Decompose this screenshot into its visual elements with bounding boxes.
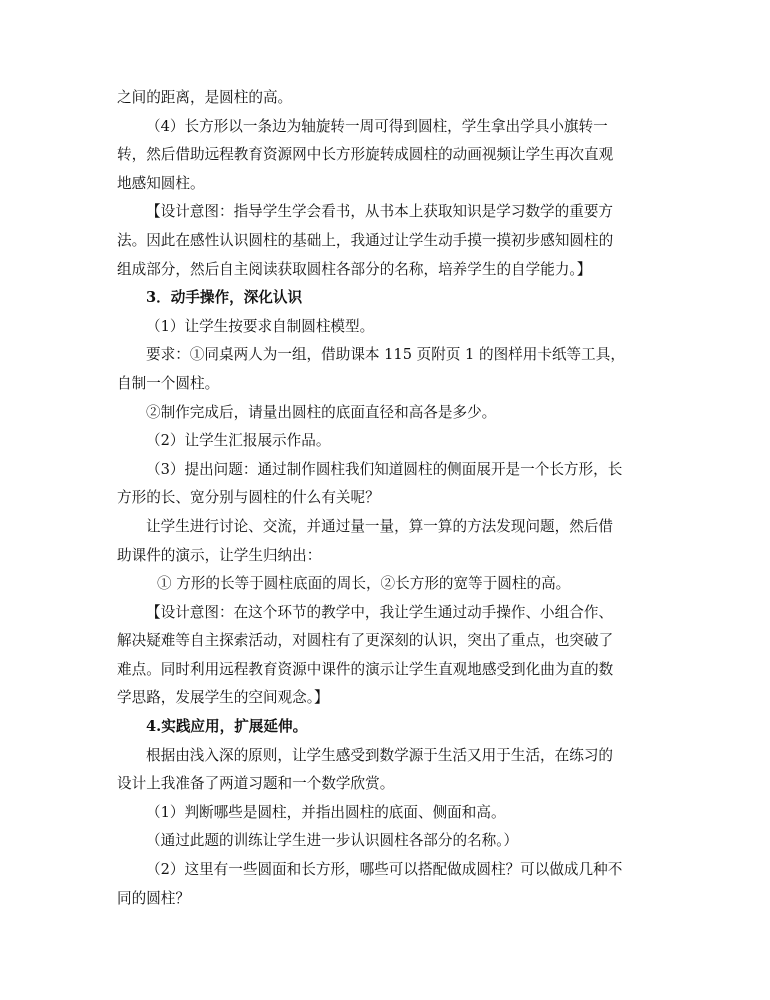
text-line: 转，然后借助远程教育资源网中长方形旋转成圆柱的动画视频让学生再次直观 (117, 146, 614, 164)
text-line: 要求：①同桌两人为一组，借助课本 115 页附页 1 的图样用卡纸等工具， (146, 346, 625, 364)
text-line: （3）提出问题：通过制作圆柱我们知道圆柱的侧面展开是一个长方形，长 (146, 460, 623, 478)
text-line: ②制作完成后，请量出圆柱的底面直径和高各是多少。 (146, 403, 497, 421)
text-line: （1）让学生按要求自制圆柱模型。 (146, 317, 375, 335)
text-line: （通过此题的训练让学生进一步认识圆柱各部分的名称。） (146, 832, 519, 850)
design-intent-line: 法。因此在感性认识圆柱的基础上，我通过让学生动手摸一摸初步感知圆柱的 (117, 231, 614, 249)
document-page (117, 84, 657, 913)
text-line: 助课件的演示，让学生归纳出： (117, 546, 322, 564)
text-line: （1）判断哪些是圆柱，并指出圆柱的底面、侧面和高。 (146, 803, 506, 821)
text-line: （2）让学生汇报展示作品。 (146, 432, 331, 450)
text-line: （2）这里有一些圆面和长方形，哪些可以搭配做成圆柱？可以做成几种不 (146, 861, 623, 879)
section-heading: 4.实践应用，扩展延伸。 (146, 718, 308, 736)
text-line: 方形的长、宽分别与圆柱的什么有关呢？ (117, 489, 380, 507)
text-line: （4）长方形以一条边为轴旋转一周可得到圆柱，学生拿出学具小旗转一 (146, 117, 608, 135)
text-line: 之间的距离，是圆柱的高。 (117, 89, 293, 106)
text-line: 根据由浅入深的原则，让学生感受到数学源于生活又用于生活，在练习的 (146, 746, 614, 764)
design-intent-line: 【设计意图：在这个环节的教学中，我让学生通过动手操作、小组合作、 (146, 603, 614, 621)
text-line: 设计上我准备了两道习题和一个数学欣赏。 (117, 775, 395, 793)
text-line: 让学生进行讨论、交流，并通过量一量，算一算的方法发现问题，然后借 (146, 517, 614, 535)
section-heading: 3．动手操作，深化认识 (146, 289, 303, 307)
design-intent-line: 学思路，发展学生的空间观念。】 (117, 689, 329, 707)
design-intent-line: 解决疑难等自主探索活动，对圆柱有了更深刻的认识，突出了重点，也突破了 (117, 632, 614, 650)
text-line: 同的圆柱？ (117, 889, 190, 907)
design-intent-line: 难点。同时利用远程教育资源中课件的演示让学生直观地感受到化曲为直的数 (117, 660, 614, 678)
text-line: 自制一个圆柱。 (117, 374, 220, 392)
design-intent-line: 组成部分，然后自主阅读获取圆柱各部分的名称，培养学生的自学能力。】 (117, 260, 592, 278)
text-line: 地感知圆柱。 (117, 174, 205, 192)
design-intent-line: 【设计意图：指导学生学会看书，从书本上获取知识是学习数学的重要方 (146, 203, 614, 221)
text-line: ① 方形的长等于圆柱底面的周长，②长方形的宽等于圆柱的高。 (157, 575, 571, 593)
